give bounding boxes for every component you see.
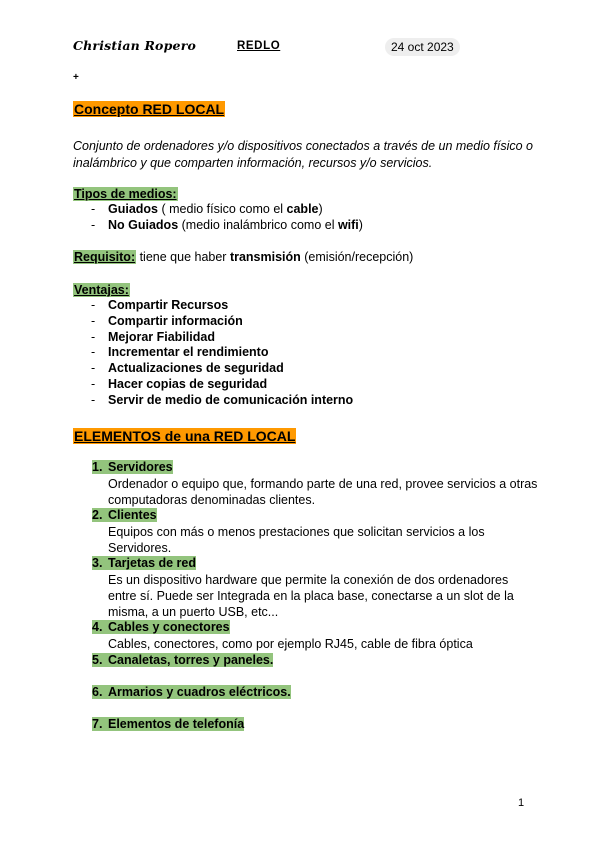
- concept-heading-text: Concepto RED LOCAL: [74, 101, 225, 117]
- media-heading: [73, 187, 178, 201]
- element-item-tarjetas: 3. Tarjetas de red: [92, 556, 197, 570]
- page-number: 1: [518, 797, 525, 809]
- element-desc: Ordenador o equipo que, formando parte de una red, provee servicios a otras computadoras denominadas clientes.: [108, 477, 538, 507]
- element-item-telefonia: 7. Elementos de telefonía: [92, 717, 245, 731]
- media-heading-text: Tipos de medios:: [74, 187, 177, 201]
- author-name: Christian Ropero: [73, 38, 197, 53]
- element-title: Elementos de telefonía: [108, 717, 245, 731]
- element-desc: Equipos con más o menos prestaciones que solicitan servicios a los Servidores.: [108, 525, 485, 555]
- requirement-post: (emisión/recepción): [300, 250, 414, 264]
- element-title: Clientes: [108, 508, 157, 522]
- element-item-armarios: 6. Armarios y cuadros eléctricos.: [92, 685, 291, 699]
- element-title: Canaletas, torres y paneles.: [108, 653, 274, 667]
- plus-marker: +: [73, 72, 79, 83]
- list-item: - Hacer copias de seguridad: [91, 376, 268, 391]
- list-item: - Compartir información: [91, 313, 243, 328]
- element-title: Tarjetas de red: [108, 556, 197, 570]
- concept-text: Conjunto de ordenadores y/o dispositivos conectados a través de un medio físico o inalámbrico y que comparten información, recursos y/o servicios.: [73, 139, 533, 170]
- element-item-cables: 4. Cables y conectores: [92, 620, 230, 634]
- element-desc: Es un dispositivo hardware que permite la conexión de dos ordenadores entre sí. Puede ser Integrada en la placa base, conectarse a un slot de la misma, a un puerto USB, etc...: [108, 573, 514, 619]
- list-item: - Guiados ( medio físico como el cable): [91, 202, 323, 216]
- element-title: Armarios y cuadros eléctricos.: [108, 685, 291, 699]
- requirement-label: Requisito:: [74, 250, 136, 264]
- list-item: - No Guiados (medio inalámbrico como el wifi): [91, 217, 363, 232]
- subject-title: REDLO: [237, 40, 281, 52]
- requirement-line: [73, 250, 413, 264]
- media-list: [73, 202, 363, 234]
- requirement-bold: transmisión: [229, 250, 301, 264]
- advantages-list: [73, 298, 353, 409]
- list-item: - Compartir Recursos: [91, 298, 229, 312]
- list-item: - Servir de medio de comunicación interno: [91, 392, 354, 407]
- list-item: - Mejorar Fiabilidad: [91, 329, 215, 344]
- advantages-heading: [73, 283, 130, 297]
- concept-heading: [73, 101, 225, 117]
- element-title: Servidores: [108, 460, 173, 474]
- list-item: - Actualizaciones de seguridad: [91, 361, 284, 376]
- requirement-text: tiene que haber: [136, 250, 230, 264]
- elements-heading: [73, 428, 296, 444]
- list-item: - Incrementar el rendimiento: [91, 345, 269, 360]
- advantages-heading-text: Ventajas:: [74, 283, 129, 297]
- element-title: Cables y conectores: [108, 620, 230, 634]
- element-item-canaletas: 5. Canaletas, torres y paneles.: [92, 653, 274, 667]
- element-item-clientes: 2. Clientes: [92, 508, 157, 522]
- element-item-servidores: 1. Servidores: [92, 460, 173, 474]
- element-desc: Cables, conectores, como por ejemplo RJ45, cable de fibra óptica: [108, 637, 473, 651]
- elements-heading-text: ELEMENTOS de una RED LOCAL: [74, 428, 296, 444]
- date-chip[interactable]: 24 oct 2023: [385, 38, 460, 56]
